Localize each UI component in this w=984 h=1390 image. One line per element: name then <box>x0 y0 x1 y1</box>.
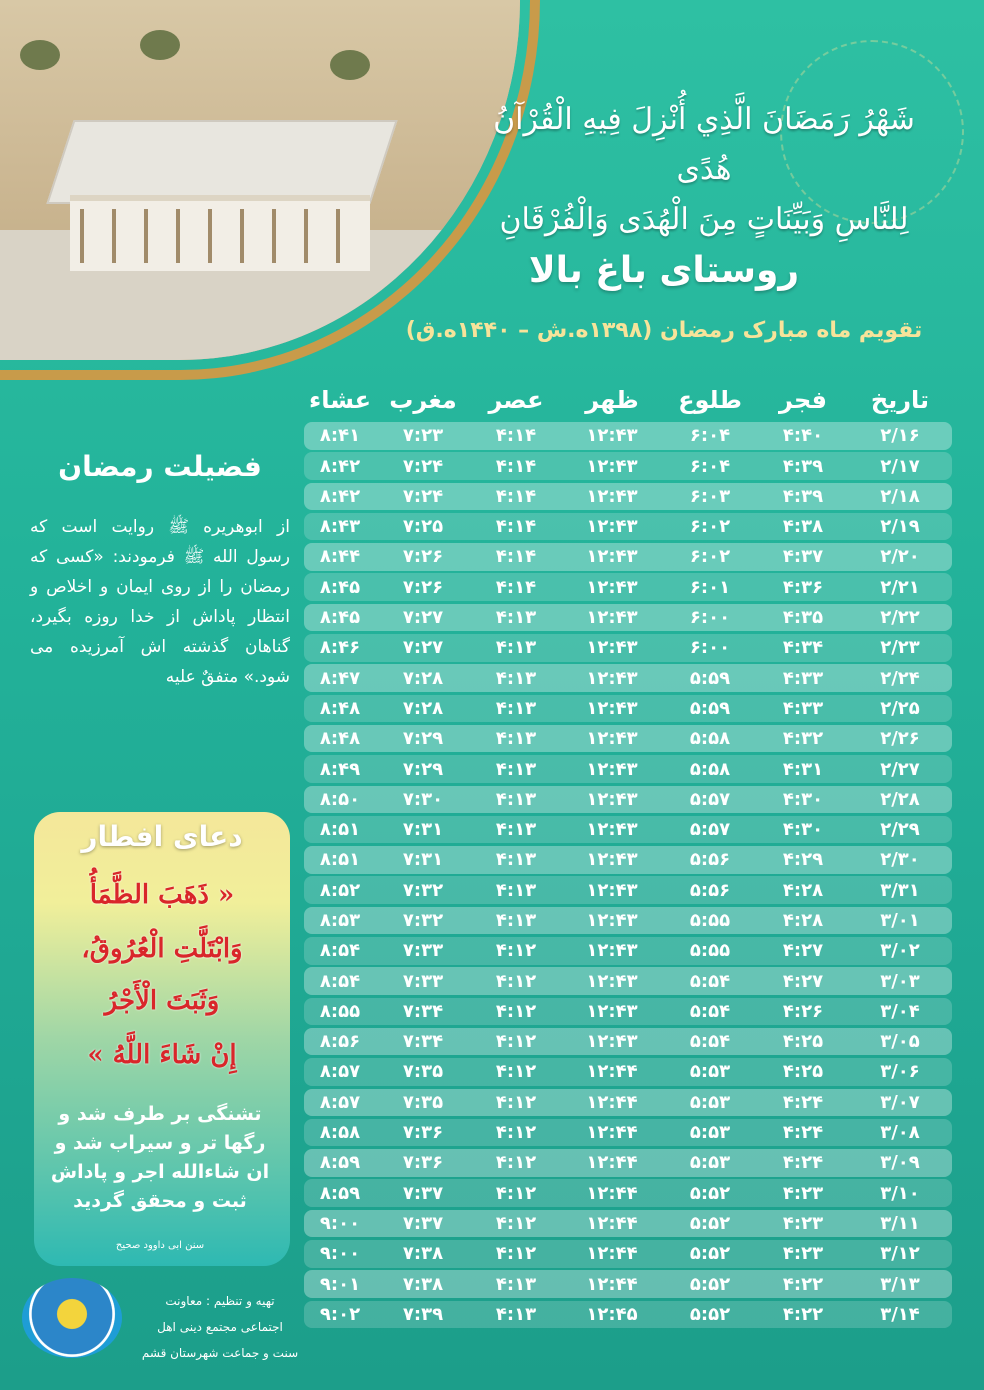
cell-maghrib: ۷:۳۸ <box>402 1243 444 1265</box>
cell-fajr: ۴:۲۳ <box>782 1182 824 1204</box>
fazilat-title: فضیلت رمضان <box>58 450 262 483</box>
cell-asr: ۴:۱۳ <box>495 849 537 871</box>
cell-sunrise: ۶:۰۳ <box>689 485 731 507</box>
cell-isha: ۸:۵۴ <box>319 940 361 962</box>
cell-dhuhr: ۱۲:۴۴ <box>586 1212 638 1234</box>
table-row <box>304 816 952 844</box>
fazilat-text: از ابوهریره ﷺ روایت است که رسول الله ﷺ فرمودند: «کسی که رمضان را از روی ایمان و اخلاص و انتظار پاداش از خدا روزه بگیرد، گناهان گذشته اش آمرزیده می شود.» متفقٌ علیه <box>30 517 290 687</box>
cell-fajr: ۴:۲۴ <box>782 1091 824 1113</box>
cell-fajr: ۴:۲۷ <box>782 940 824 962</box>
cell-dhuhr: ۱۲:۴۵ <box>586 1303 638 1325</box>
cell-maghrib: ۷:۳۵ <box>402 1061 444 1083</box>
cell-sunrise: ۵:۵۳ <box>689 1122 731 1144</box>
cell-date: ۲/۲۸ <box>880 788 920 810</box>
cell-dhuhr: ۱۲:۴۳ <box>586 637 638 659</box>
header-dhuhr: ظهر <box>585 386 639 414</box>
header-maghrib: مغرب <box>389 386 457 414</box>
table-row <box>304 725 952 753</box>
cell-sunrise: ۵:۵۲ <box>689 1303 731 1325</box>
cell-isha: ۸:۴۱ <box>319 425 361 447</box>
cell-sunrise: ۵:۵۶ <box>689 849 731 871</box>
table-row <box>304 483 952 511</box>
table-row <box>304 1149 952 1177</box>
cell-fajr: ۴:۲۵ <box>782 1031 824 1053</box>
dua-line-2: وَابْتَلَّتِ الْعُرُوقُ، <box>81 934 243 964</box>
cell-sunrise: ۵:۵۹ <box>689 697 731 719</box>
table-row <box>304 755 952 783</box>
cell-isha: ۸:۵۵ <box>319 1000 361 1022</box>
cell-asr: ۴:۱۳ <box>495 637 537 659</box>
cell-maghrib: ۷:۲۸ <box>402 697 444 719</box>
cell-sunrise: ۶:۰۰ <box>689 637 731 659</box>
header-isha: عشاء <box>308 386 372 414</box>
cell-sunrise: ۶:۰۲ <box>689 546 731 568</box>
cell-asr: ۴:۱۲ <box>495 1031 537 1053</box>
cell-maghrib: ۷:۲۷ <box>402 607 444 629</box>
cell-asr: ۴:۱۳ <box>495 879 537 901</box>
cell-date: ۲/۲۹ <box>880 819 920 841</box>
cell-asr: ۴:۱۲ <box>495 1182 537 1204</box>
cell-dhuhr: ۱۲:۴۳ <box>586 940 638 962</box>
cell-date: ۲/۲۵ <box>880 697 920 719</box>
dua-line-4: إِنْ شَاءَ اللَّهُ » <box>87 1040 237 1070</box>
cell-dhuhr: ۱۲:۴۳ <box>586 819 638 841</box>
cell-dhuhr: ۱۲:۴۴ <box>586 1091 638 1113</box>
cell-dhuhr: ۱۲:۴۳ <box>586 879 638 901</box>
cell-maghrib: ۷:۲۷ <box>402 637 444 659</box>
cell-sunrise: ۵:۵۲ <box>689 1273 731 1295</box>
cell-sunrise: ۵:۵۴ <box>689 1031 731 1053</box>
table-row <box>304 513 952 541</box>
table-body <box>304 422 952 1328</box>
cell-dhuhr: ۱۲:۴۴ <box>586 1182 638 1204</box>
cell-fajr: ۴:۲۷ <box>782 970 824 992</box>
cell-sunrise: ۵:۵۷ <box>689 788 731 810</box>
cell-sunrise: ۵:۵۲ <box>689 1243 731 1265</box>
cell-isha: ۸:۵۹ <box>319 1182 361 1204</box>
cell-isha: ۸:۴۳ <box>319 516 361 538</box>
cell-fajr: ۴:۲۲ <box>782 1273 824 1295</box>
cell-asr: ۴:۱۲ <box>495 1061 537 1083</box>
cell-maghrib: ۷:۲۴ <box>402 485 444 507</box>
cell-asr: ۴:۱۲ <box>495 1212 537 1234</box>
cell-fajr: ۴:۳۲ <box>782 728 824 750</box>
cell-sunrise: ۵:۵۲ <box>689 1212 731 1234</box>
cell-maghrib: ۷:۳۵ <box>402 1091 444 1113</box>
cell-fajr: ۴:۴۰ <box>782 425 824 447</box>
credit-line-3: سنت و جماعت شهرستان قشم <box>141 1346 299 1360</box>
cell-isha: ۸:۴۴ <box>319 546 361 568</box>
dua-translation: تشنگی بر طرف شد و رگها تر و سیراب شد و ان شاءالله اجر و پاداش ثبت و محقق گردید <box>50 1103 270 1212</box>
table-header <box>304 378 952 422</box>
dua-title: دعای افطار <box>81 820 243 853</box>
table-row <box>304 1270 952 1298</box>
cell-maghrib: ۷:۲۵ <box>402 516 444 538</box>
cell-fajr: ۴:۲۴ <box>782 1152 824 1174</box>
cell-sunrise: ۵:۵۴ <box>689 970 731 992</box>
cell-date: ۳/۰۵ <box>880 1031 920 1053</box>
cell-asr: ۴:۱۳ <box>495 910 537 931</box>
cell-sunrise: ۶:۰۴ <box>689 425 731 447</box>
cell-sunrise: ۶:۰۰ <box>689 607 731 629</box>
cell-maghrib: ۷:۲۶ <box>402 546 444 568</box>
cell-date: ۳/۱۰ <box>880 1182 920 1204</box>
cell-fajr: ۴:۳۶ <box>782 576 824 598</box>
cell-asr: ۴:۱۳ <box>495 1303 537 1325</box>
cell-sunrise: ۵:۵۸ <box>689 758 731 780</box>
cell-isha: ۸:۴۵ <box>319 607 361 629</box>
cell-dhuhr: ۱۲:۴۴ <box>586 1273 638 1295</box>
cell-isha: ۸:۴۸ <box>319 697 361 719</box>
table-row <box>304 452 952 480</box>
cell-dhuhr: ۱۲:۴۳ <box>586 697 638 719</box>
village-title: روستای باغ بالا <box>528 250 800 291</box>
cell-dhuhr: ۱۲:۴۳ <box>586 667 638 689</box>
table-row <box>304 1301 952 1329</box>
cell-asr: ۴:۱۳ <box>495 1273 537 1295</box>
cell-dhuhr: ۱۲:۴۳ <box>586 1031 638 1053</box>
cell-sunrise: ۶:۰۴ <box>689 455 731 477</box>
table-row <box>304 1179 952 1207</box>
cell-asr: ۴:۱۲ <box>495 940 537 962</box>
prayer-times-table <box>304 378 952 1331</box>
cell-maghrib: ۷:۳۷ <box>402 1182 444 1204</box>
cell-dhuhr: ۱۲:۴۴ <box>586 1061 638 1083</box>
cell-sunrise: ۵:۵۸ <box>689 728 731 750</box>
cell-maghrib: ۷:۲۴ <box>402 455 444 477</box>
calendar-subtitle: تقویم ماه مبارک رمضان (۱۳۹۸ه.ش – ۱۴۴۰ه.ق) <box>405 318 923 343</box>
header-date: تاریخ <box>870 386 930 414</box>
credit-line-1: تهیه و تنظیم : معاونت <box>165 1294 275 1308</box>
cell-dhuhr: ۱۲:۴۳ <box>586 849 638 871</box>
cell-dhuhr: ۱۲:۴۳ <box>586 425 638 447</box>
cell-sunrise: ۵:۵۲ <box>689 1182 731 1204</box>
cell-date: ۳/۰۹ <box>880 1152 920 1174</box>
cell-sunrise: ۶:۰۲ <box>689 516 731 538</box>
cell-fajr: ۴:۳۵ <box>782 607 824 629</box>
cell-isha: ۹:۰۰ <box>319 1212 361 1234</box>
cell-isha: ۸:۴۲ <box>319 455 361 477</box>
cell-isha: ۸:۵۱ <box>319 819 361 841</box>
table-row <box>304 634 952 662</box>
header-fajr: فجر <box>779 386 827 414</box>
cell-isha: ۸:۵۰ <box>319 788 361 810</box>
dua-source: سنن ابی داوود صحیح <box>115 1240 205 1251</box>
dua-line-3: وَثَبَتَ الْأَجْرُ <box>104 986 220 1016</box>
cell-dhuhr: ۱۲:۴۳ <box>586 607 638 629</box>
cell-maghrib: ۷:۲۹ <box>402 728 444 750</box>
cell-date: ۳/۰۸ <box>880 1122 920 1144</box>
cell-date: ۲/۱۷ <box>880 455 920 477</box>
cell-maghrib: ۷:۲۹ <box>402 758 444 780</box>
table-row <box>304 695 952 723</box>
cell-isha: ۸:۵۹ <box>319 1152 361 1174</box>
cell-asr: ۴:۱۲ <box>495 1122 537 1144</box>
cell-asr: ۴:۱۲ <box>495 970 537 992</box>
cell-asr: ۴:۱۳ <box>495 758 537 780</box>
cell-asr: ۴:۱۴ <box>495 576 537 598</box>
table-row <box>304 876 952 904</box>
dua-line-1: « ذَهَبَ الظَّمَأُ <box>89 880 235 910</box>
table-row <box>304 1240 952 1268</box>
cell-maghrib: ۷:۳۲ <box>402 879 444 901</box>
cell-maghrib: ۷:۳۸ <box>402 1273 444 1295</box>
cell-date: ۳/۱۳ <box>880 1273 920 1295</box>
cell-fajr: ۴:۳۳ <box>782 667 824 689</box>
cell-asr: ۴:۱۳ <box>495 607 537 629</box>
cell-asr: ۴:۱۳ <box>495 819 537 841</box>
table-row <box>304 786 952 814</box>
cell-asr: ۴:۱۲ <box>495 1091 537 1113</box>
cell-sunrise: ۵:۵۶ <box>689 879 731 901</box>
cell-date: ۳/۳۱ <box>880 879 920 901</box>
table-row <box>304 967 952 995</box>
cell-asr: ۴:۱۳ <box>495 667 537 689</box>
table-row <box>304 1210 952 1238</box>
cell-asr: ۴:۱۲ <box>495 1000 537 1022</box>
cell-sunrise: ۵:۵۷ <box>689 819 731 841</box>
cell-maghrib: ۷:۳۶ <box>402 1122 444 1144</box>
table-row <box>304 604 952 632</box>
cell-isha: ۸:۵۴ <box>319 970 361 992</box>
verse-line-2: لِلنَّاسِ وَبَيِّنَاتٍ مِنَ الْهُدَى وَالْفُرْقَانِ <box>499 202 909 237</box>
cell-sunrise: ۵:۵۳ <box>689 1091 731 1113</box>
cell-dhuhr: ۱۲:۴۳ <box>586 1000 638 1022</box>
header-asr: عصر <box>488 386 544 414</box>
table-row <box>304 664 952 692</box>
cell-dhuhr: ۱۲:۴۴ <box>586 1152 638 1174</box>
table-row <box>304 1028 952 1056</box>
cell-isha: ۸:۵۱ <box>319 849 361 871</box>
cell-date: ۲/۲۱ <box>880 576 920 598</box>
cell-fajr: ۴:۲۳ <box>782 1212 824 1234</box>
cell-isha: ۸:۵۶ <box>319 1031 361 1053</box>
cell-fajr: ۴:۳۷ <box>782 546 824 568</box>
cell-asr: ۴:۱۴ <box>495 516 537 538</box>
quran-verse <box>464 95 944 245</box>
cell-isha: ۹:۰۰ <box>319 1243 361 1265</box>
cell-isha: ۸:۵۸ <box>319 1122 361 1144</box>
cell-fajr: ۴:۳۰ <box>782 788 824 810</box>
cell-asr: ۴:۱۳ <box>495 788 537 810</box>
cell-asr: ۴:۱۴ <box>495 455 537 477</box>
cell-fajr: ۴:۳۴ <box>782 637 824 659</box>
cell-isha: ۹:۰۱ <box>319 1273 361 1295</box>
cell-maghrib: ۷:۳۲ <box>402 910 444 931</box>
table-row <box>304 907 952 935</box>
cell-fajr: ۴:۳۰ <box>782 819 824 841</box>
cell-dhuhr: ۱۲:۴۳ <box>586 516 638 538</box>
organization-logo <box>22 1278 122 1358</box>
credit-text <box>140 1288 300 1366</box>
cell-fajr: ۴:۳۹ <box>782 455 824 477</box>
cell-maghrib: ۷:۲۶ <box>402 576 444 598</box>
cell-isha: ۸:۴۷ <box>319 667 361 689</box>
cell-maghrib: ۷:۳۴ <box>402 1000 444 1022</box>
table-row <box>304 1058 952 1086</box>
cell-dhuhr: ۱۲:۴۳ <box>586 546 638 568</box>
cell-fajr: ۴:۲۸ <box>782 910 824 931</box>
cell-date: ۳/۰۳ <box>880 970 920 992</box>
cell-maghrib: ۷:۳۱ <box>402 849 444 871</box>
cell-maghrib: ۷:۳۳ <box>402 940 444 962</box>
cell-date: ۲/۲۲ <box>880 607 920 629</box>
cell-asr: ۴:۱۳ <box>495 728 537 750</box>
cell-date: ۳/۰۴ <box>880 1000 920 1022</box>
cell-fajr: ۴:۲۵ <box>782 1061 824 1083</box>
cell-dhuhr: ۱۲:۴۳ <box>586 970 638 992</box>
cell-fajr: ۴:۲۲ <box>782 1303 824 1325</box>
cell-dhuhr: ۱۲:۴۳ <box>586 455 638 477</box>
cell-dhuhr: ۱۲:۴۳ <box>586 758 638 780</box>
cell-isha: ۸:۴۵ <box>319 576 361 598</box>
credit-line-2: اجتماعی مجتمع دینی اهل <box>157 1320 283 1334</box>
cell-maghrib: ۷:۳۰ <box>402 788 444 810</box>
cell-date: ۲/۱۶ <box>880 425 920 447</box>
cell-sunrise: ۵:۵۵ <box>689 910 731 931</box>
cell-dhuhr: ۱۲:۴۳ <box>586 485 638 507</box>
cell-fajr: ۴:۳۳ <box>782 697 824 719</box>
cell-maghrib: ۷:۲۸ <box>402 667 444 689</box>
cell-isha: ۸:۵۲ <box>319 879 361 901</box>
cell-maghrib: ۷:۳۹ <box>402 1303 444 1325</box>
cell-date: ۲/۲۴ <box>880 667 920 689</box>
table-row <box>304 422 952 450</box>
cell-isha: ۸:۴۲ <box>319 485 361 507</box>
cell-asr: ۴:۱۳ <box>495 697 537 719</box>
cell-maghrib: ۷:۳۱ <box>402 819 444 841</box>
cell-date: ۳/۰۲ <box>880 940 920 962</box>
cell-sunrise: ۵:۵۴ <box>689 1000 731 1022</box>
cell-isha: ۹:۰۲ <box>319 1303 361 1325</box>
cell-dhuhr: ۱۲:۴۴ <box>586 1243 638 1265</box>
cell-asr: ۴:۱۴ <box>495 425 537 447</box>
cell-date: ۳/۱۲ <box>880 1243 920 1265</box>
cell-date: ۲/۲۰ <box>880 546 920 568</box>
verse-line-1: شَهْرُ رَمَضَانَ الَّذِي أُنْزِلَ فِيهِ الْقُرْآنُ هُدًى <box>493 102 915 187</box>
cell-maghrib: ۷:۳۴ <box>402 1031 444 1053</box>
table-row <box>304 573 952 601</box>
cell-sunrise: ۶:۰۱ <box>689 576 731 598</box>
cell-date: ۳/۰۷ <box>880 1091 920 1113</box>
table-row <box>304 543 952 571</box>
cell-fajr: ۴:۳۹ <box>782 485 824 507</box>
cell-date: ۲/۳۰ <box>880 849 920 871</box>
cell-fajr: ۴:۲۳ <box>782 1243 824 1265</box>
cell-isha: ۸:۵۳ <box>319 910 361 931</box>
cell-isha: ۸:۵۷ <box>319 1061 361 1083</box>
cell-maghrib: ۷:۳۶ <box>402 1152 444 1174</box>
table-row <box>304 998 952 1026</box>
table-row <box>304 1089 952 1117</box>
cell-maghrib: ۷:۲۳ <box>402 425 444 447</box>
table-row <box>304 1119 952 1147</box>
cell-maghrib: ۷:۳۳ <box>402 970 444 992</box>
cell-fajr: ۴:۲۹ <box>782 849 824 871</box>
cell-dhuhr: ۱۲:۴۳ <box>586 788 638 810</box>
cell-maghrib: ۷:۳۷ <box>402 1212 444 1234</box>
cell-asr: ۴:۱۴ <box>495 485 537 507</box>
cell-asr: ۴:۱۲ <box>495 1243 537 1265</box>
cell-date: ۳/۰۱ <box>880 910 920 931</box>
header-sunrise: طلوع <box>678 386 742 414</box>
cell-fajr: ۴:۳۱ <box>782 758 824 780</box>
cell-sunrise: ۵:۵۳ <box>689 1152 731 1174</box>
cell-date: ۳/۰۶ <box>880 1061 920 1083</box>
cell-date: ۲/۲۳ <box>880 637 920 659</box>
cell-asr: ۴:۱۲ <box>495 1152 537 1174</box>
cell-fajr: ۴:۲۶ <box>782 1000 824 1022</box>
cell-asr: ۴:۱۴ <box>495 546 537 568</box>
cell-isha: ۸:۵۷ <box>319 1091 361 1113</box>
table-row <box>304 846 952 874</box>
cell-date: ۳/۱۴ <box>880 1303 920 1325</box>
table-row <box>304 937 952 965</box>
cell-isha: ۸:۴۹ <box>319 758 361 780</box>
cell-date: ۲/۲۶ <box>880 728 920 750</box>
cell-dhuhr: ۱۲:۴۳ <box>586 576 638 598</box>
cell-isha: ۸:۴۸ <box>319 728 361 750</box>
cell-dhuhr: ۱۲:۴۴ <box>586 1122 638 1144</box>
cell-date: ۲/۱۹ <box>880 516 920 538</box>
cell-fajr: ۴:۲۸ <box>782 879 824 901</box>
cell-isha: ۸:۴۶ <box>319 637 361 659</box>
cell-dhuhr: ۱۲:۴۳ <box>586 728 638 750</box>
cell-date: ۲/۲۷ <box>880 758 920 780</box>
cell-fajr: ۴:۳۸ <box>782 516 824 538</box>
cell-date: ۳/۱۱ <box>880 1212 920 1234</box>
cell-sunrise: ۵:۵۵ <box>689 940 731 962</box>
cell-dhuhr: ۱۲:۴۳ <box>586 910 638 931</box>
cell-sunrise: ۵:۵۹ <box>689 667 731 689</box>
cell-sunrise: ۵:۵۳ <box>689 1061 731 1083</box>
cell-fajr: ۴:۲۴ <box>782 1122 824 1144</box>
cell-date: ۲/۱۸ <box>880 485 920 507</box>
